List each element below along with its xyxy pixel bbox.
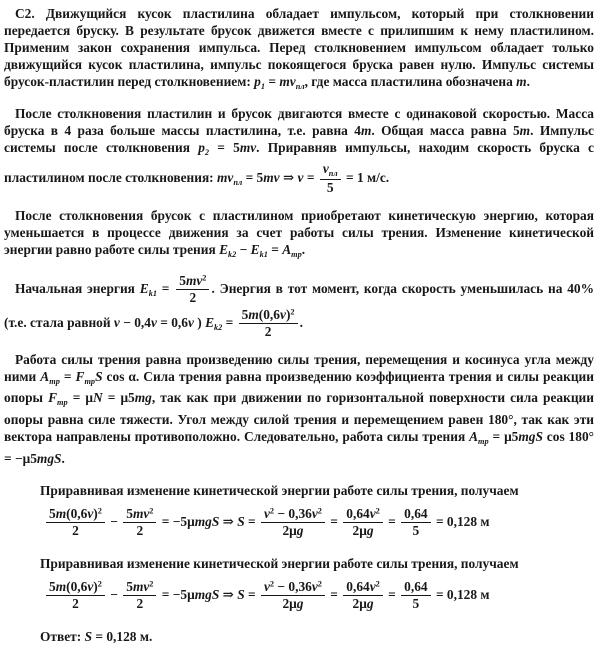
para-after-collision: После столкновения пластилин и брусок двигаются вместе с одинаковой скоростью. Масса бруска в 4 раза больше массы пластилина, т.е. равна 4m. Общая масса равна 5m. Импульс системы после столкновения $p_2 = 5mv$. Приравняв импульсы, находим скорость бруска с пластилином после столкновения: $mv_{пл} = 5mv$ ⇒ v = $\frac{v_{пл}}{5}$ = 1 м/с. (4, 105, 594, 196)
fraction: $\frac{0,64}{5}$ (401, 580, 430, 612)
para-friction-work: Работа силы трения равна произведению силы трения, перемещения и косинуса угла между ними $A_{тр} = F_{тр}S$ cos α. Сила трения равна произведению коэффициента трения и силы реакции опоры $F_{тр} = \mu N = \mu 5mg$, так как при движении по горизонтальной поверхности сила реакции опоры равна силе тяжести. Угол между силой трения и перемещением равен 180°, так как эти вектора направлены противоположно. Следовательно, работа силы трения $A_{тр} = \mu 5mgS$ cos 180° = −μ5mgS. (4, 351, 594, 466)
line-equate-energy-2: Приравнивая изменение кинетической энергии работе силы трения, получаем (40, 555, 519, 571)
fraction: $\frac{v^2 - 0,36v^2}{2\mu g}$ (261, 580, 325, 612)
formula-distance-1: $\frac{5m(0,6v)^2}{2}$ − $\frac{5mv^2}{2}$ = −5μmgS ⇒ S = $\frac{v^2 - 0,36v^2}{2\mu g}$ = $\frac{0,64v^2}{2\mu g}$ = $\frac{0,64}{5}$ = 0,128 м (44, 506, 594, 540)
fraction: $\frac{0,64v^2}{2\mu g}$ (343, 580, 383, 612)
fraction: $\frac{5m(0,6v)^2}{2}$ (46, 580, 105, 612)
fraction: $\frac{0,64}{5}$ (401, 507, 430, 539)
formula-distance-2: $\frac{5m(0,6v)^2}{2}$ − $\frac{5mv^2}{2}$ = −5μmgS ⇒ S = $\frac{v^2 - 0,36v^2}{2\mu g}$ = $\frac{0,64v^2}{2\mu g}$ = $\frac{0,64}{5}$ = 0,128 м (44, 579, 594, 613)
fraction: $\frac{0,64v^2}{2\mu g}$ (343, 507, 383, 539)
para-initial-energy: Начальная энергия $E_{k1}$ = $\frac{5mv^2}{2}$ . Энергия в тот момент, когда скорость уменьшилась на 40% (т.е. стала равной v − 0,4v = 0,6v ) $E_{k2}$ = $\frac{5m(0,6v)^2}{2}$ . (4, 272, 594, 340)
fraction: $\frac{5mv^2}{2}$ (123, 507, 156, 539)
para-kinetic-energy: После столкновения брусок с пластилином приобретают кинетическую энергию, которая уменьшается в процессе движения за счет работы силы трения. Изменение кинетической энергии равно работе силы трения $E_{k2} - E_{k1} = A_{тр}$. (4, 207, 594, 259)
para-impulse-intro: С2. Движущийся кусок пластилина обладает импульсом, который при столкновении передается бруску. В результате брусок движется вместе с прилипшим к нему пластилином. Применим закон сохранения импульса. Перед столкновением импульсом обладает только движущийся кусок пластилина, импульс покоящегося бруска равен нулю. Импульс системы брусок-пластилин перед столкновением: $p_1 = mv_{пл}$, где масса пластилина обозначена m. (4, 6, 594, 91)
fraction: $\frac{5mv^2}{2}$ (123, 580, 156, 612)
line-equate-energy-1: Приравнивая изменение кинетической энергии работе силы трения, получаем (40, 483, 519, 498)
fraction: $\frac{v^2 - 0,36v^2}{2\mu g}$ (261, 507, 325, 539)
answer-line: Ответ: S = 0,128 м. (40, 628, 153, 644)
fraction: $\frac{v_{пл}}{5}$ (320, 162, 341, 196)
fraction: $\frac{5m(0,6v)^2}{2}$ (46, 507, 105, 539)
fraction: $\frac{5mv^2}{2}$ (176, 274, 209, 306)
fraction: $\frac{5m(0,6v)^2}{2}$ (239, 308, 298, 340)
